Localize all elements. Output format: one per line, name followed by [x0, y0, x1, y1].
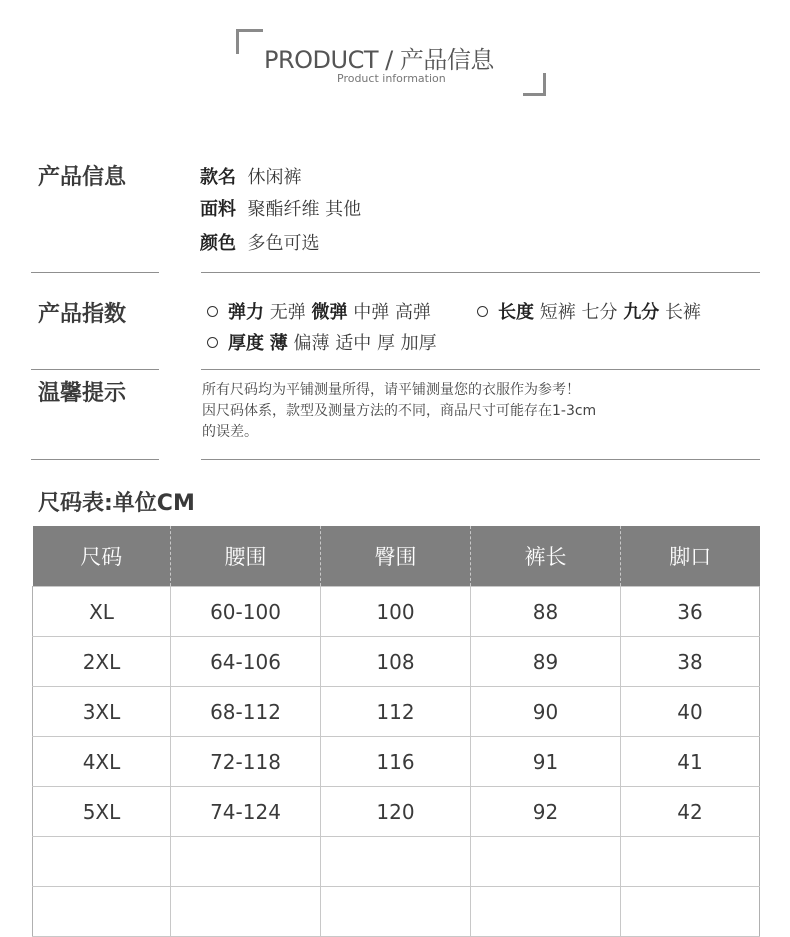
- table-cell: 88: [471, 587, 621, 637]
- table-row: [33, 787, 760, 837]
- table-cell: 74-124: [171, 787, 321, 837]
- divider: [201, 272, 760, 273]
- length-key: 长度: [498, 302, 534, 323]
- thickness-option: 偏薄: [293, 333, 330, 354]
- length-option: 短裤: [539, 302, 576, 323]
- size-table-title: 尺码表:单位CM: [38, 491, 195, 516]
- table-cell: 38: [621, 637, 760, 687]
- table-row: [33, 637, 760, 687]
- table-cell: 91: [471, 737, 621, 787]
- info-key: 颜色: [200, 233, 236, 254]
- column-header: 臀围: [321, 526, 471, 587]
- info-section-label: 产品信息: [38, 165, 127, 190]
- table-cell: 64-106: [171, 637, 321, 687]
- thickness-row: [207, 329, 437, 355]
- table-cell: 60-100: [171, 587, 321, 637]
- header-corner-bottom-right: [523, 73, 546, 96]
- thickness-option: 厚: [376, 333, 395, 354]
- table-cell: 5XL: [33, 787, 171, 837]
- table-row: [33, 687, 760, 737]
- table-cell: 41: [621, 737, 760, 787]
- table-cell: [321, 887, 471, 937]
- tips-section-label: 温馨提示: [38, 381, 127, 406]
- elasticity-option-selected: 微弹: [311, 302, 348, 323]
- column-header: 脚口: [621, 526, 760, 587]
- elasticity-option: 高弹: [394, 302, 431, 323]
- tips-text: [202, 380, 672, 443]
- page-subtitle: Product information: [337, 72, 446, 85]
- table-cell: 4XL: [33, 737, 171, 787]
- tips-line: 因尺码体系，款型及测量方法的不同，商品尺寸可能存在1-3cm: [202, 403, 597, 419]
- length-option-selected: 九分: [623, 302, 660, 323]
- length-row: [477, 298, 701, 324]
- table-cell: [621, 887, 760, 937]
- divider: [201, 369, 760, 370]
- table-cell: [171, 837, 321, 887]
- table-cell: XL: [33, 587, 171, 637]
- divider: [31, 369, 159, 370]
- length-option: 七分: [581, 302, 618, 323]
- length-option: 长裤: [664, 302, 701, 323]
- elasticity-key: 弹力: [228, 302, 264, 323]
- table-cell: 36: [621, 587, 760, 637]
- table-row-empty: [33, 837, 760, 887]
- table-cell: 112: [321, 687, 471, 737]
- table-cell: 40: [621, 687, 760, 737]
- table-row-empty: [33, 887, 760, 937]
- divider: [31, 272, 159, 273]
- table-cell: 42: [621, 787, 760, 837]
- elasticity-row: [207, 298, 431, 324]
- table-cell: 120: [321, 787, 471, 837]
- table-cell: 92: [471, 787, 621, 837]
- table-cell: 100: [321, 587, 471, 637]
- size-table: [32, 526, 760, 937]
- thickness-option: 适中: [335, 333, 372, 354]
- info-row-color: [200, 229, 319, 255]
- divider: [201, 459, 760, 460]
- table-cell: [171, 887, 321, 937]
- tips-line: 所有尺码均为平铺测量所得，请平铺测量您的衣服作为参考！: [202, 382, 580, 398]
- index-section-label: 产品指数: [38, 302, 127, 327]
- info-key: 款名: [200, 167, 236, 188]
- thickness-option-selected: 薄: [269, 333, 288, 354]
- divider: [31, 459, 159, 460]
- table-cell: [33, 887, 171, 937]
- table-cell: [471, 887, 621, 937]
- header-corner-top-left: [236, 29, 263, 54]
- info-key: 面料: [200, 199, 236, 220]
- table-cell: 72-118: [171, 737, 321, 787]
- column-header: 腰围: [171, 526, 321, 587]
- table-cell: 89: [471, 637, 621, 687]
- tips-line: 的误差。: [202, 424, 258, 440]
- table-cell: 116: [321, 737, 471, 787]
- column-header: 裤长: [471, 526, 621, 587]
- info-value: 休闲裤: [247, 167, 302, 188]
- column-header: 尺码: [33, 526, 171, 587]
- info-value: 多色可选: [247, 233, 320, 254]
- bullet-icon: [477, 306, 488, 317]
- table-cell: [471, 837, 621, 887]
- elasticity-option: 中弹: [353, 302, 390, 323]
- table-cell: [321, 837, 471, 887]
- thickness-key: 厚度: [228, 333, 264, 354]
- info-value: 聚酯纤维 其他: [247, 199, 362, 220]
- table-cell: 108: [321, 637, 471, 687]
- table-cell: 68-112: [171, 687, 321, 737]
- thickness-option: 加厚: [400, 333, 437, 354]
- table-cell: 2XL: [33, 637, 171, 687]
- bullet-icon: [207, 306, 218, 317]
- table-cell: 90: [471, 687, 621, 737]
- info-row-name: [200, 163, 301, 189]
- table-header-row: [33, 526, 760, 587]
- table-cell: [621, 837, 760, 887]
- page-title: PRODUCT / 产品信息: [264, 46, 494, 74]
- table-row: [33, 587, 760, 637]
- table-cell: 3XL: [33, 687, 171, 737]
- table-cell: [33, 837, 171, 887]
- elasticity-option: 无弹: [269, 302, 306, 323]
- info-row-fabric: [200, 195, 361, 221]
- bullet-icon: [207, 337, 218, 348]
- table-row: [33, 737, 760, 787]
